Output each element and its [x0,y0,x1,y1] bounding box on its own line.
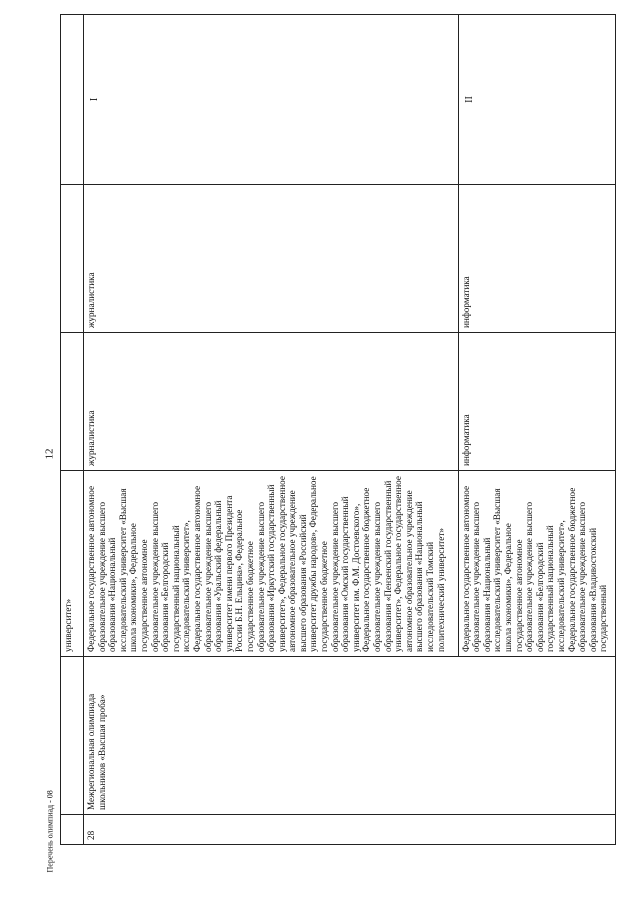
cell-subject-empty [61,333,84,471]
cell-subject: информатика [458,333,615,471]
table-row [84,15,459,845]
cell-organizers: Федеральное государственное автономное образовательное учреждение высшего образования «Национальный исследовательский университет «Высшая школа экономики», Федеральное государственное автономное образовательное учреждение высшего образования «Белгородский государственный национальный исследовательский университет», Федеральное государственное автономное образовательное учреждение высшего образования «Уральский федеральный университет имени первого Президента России Б.Н. Ельцина», Федеральное государственное бюджетное образовательное учреждение высшего образования «Иркутский государственный университет», Федеральное государственное автономное образовательное учреждение высшего образования «Российский университет дружбы народов», Федеральное государственное бюджетное образовательное учреждение высшего образования «Омский государственный университет им. Ф.М. Достоевского», Федеральное государственное бюджетное образовательное учреждение высшего образования «Пензенский государственный университет», Федеральное государственное автономное образовательное учреждение высшего образования «Национальный исследовательский Томский политехнический университет» [84,471,459,657]
cell-olympiad-name: Межрегиональная олимпиада школьников «Высшая проба» [84,657,616,815]
cell-profile: информатика [458,185,615,333]
cell-organizers: Федеральное государственное автономное образовательное учреждение высшего образования «Национальный исследовательский университет «Высшая школа экономики», Федеральное государственное автономное образовательное учреждение высшего образования «Белгородский государственный национальный исследовательский университет», Федеральное государственное бюджетное образовательное учреждение высшего образования «Владивостокский государственный [458,471,615,657]
cell-row-number: 28 [84,815,616,845]
cell-level: II [458,15,615,185]
cell-level: I [84,15,459,185]
page-number: 12 [43,448,56,460]
cell-organizers-continuation: университет» [61,471,84,657]
cell-number-empty [61,815,84,845]
footer-note: Перечень олимпиад - 08 [45,790,55,873]
cell-subject: журналистика [84,333,459,471]
cell-level-empty [61,15,84,185]
table-row [61,15,84,845]
table-container [60,15,616,845]
olympiad-table [60,14,616,845]
cell-name-empty [61,657,84,815]
cell-profile: журналистика [84,185,459,333]
cell-profile-empty [61,185,84,333]
